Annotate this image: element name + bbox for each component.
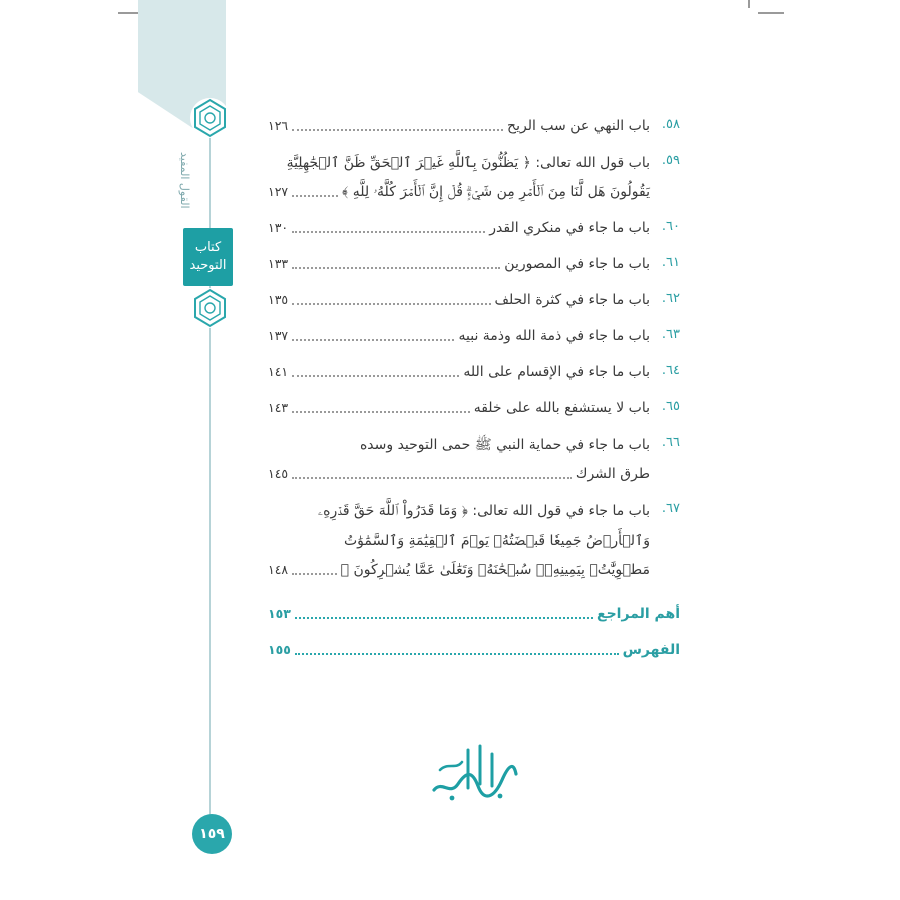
toc-page-number: ١٤١ — [268, 364, 289, 379]
toc-page-number: ١٣٧ — [268, 328, 289, 343]
book-title-box — [183, 228, 233, 286]
toc-entry-number: ٦٠. — [661, 219, 680, 234]
toc-entry-title: باب ما جاء في الإقسام على الله — [463, 364, 650, 380]
toc-section-title: الفهرس — [622, 642, 680, 658]
dot-leader — [292, 339, 454, 341]
toc-entry-title: باب النهي عن سب الريح — [507, 118, 650, 134]
dot-leader — [292, 129, 503, 131]
toc-page-number: ١٢٦ — [268, 118, 289, 133]
toc-entry — [268, 322, 680, 348]
toc-entry — [268, 214, 680, 240]
toc-entry — [268, 148, 680, 204]
toc-entry — [268, 430, 680, 486]
book-title-line1: كتاب — [194, 240, 222, 255]
page-number: ١٥٩ — [192, 814, 232, 854]
toc-entry-title-line: باب ما جاء في قول الله تعالى: ﴿ وَمَا قَدَرُواْ ٱللَّهَ حَقَّ قَدۡرِهِۦ — [317, 503, 650, 519]
toc-page-number: ١٤٥ — [268, 466, 289, 481]
toc-entry — [268, 112, 680, 138]
toc-entry-title: باب ما جاء في كثرة الحلف — [494, 292, 650, 308]
toc-entry — [268, 394, 680, 420]
dot-leader — [292, 411, 470, 413]
dot-leader — [292, 375, 459, 377]
toc-section — [268, 592, 680, 626]
crop-mark — [748, 0, 750, 8]
toc-entry-title-line: باب ما جاء في حماية النبي ﷺ حمى التوحيد وسده — [359, 437, 650, 453]
toc-page-number: ١٥٥ — [268, 642, 291, 657]
toc-entry-number: ٦٦. — [661, 435, 680, 450]
toc-section — [268, 628, 680, 662]
toc-entry-title: يَقُولُونَ هَل لَّنَا مِنَ ٱلۡأَمۡرِ مِن شَيۡءٍۗ قُلۡ إِنَّ ٱلۡأَمۡرَ كُلَّهُۥ لِلَّهِ ﴾ — [342, 184, 650, 200]
toc-entry-number: ٦٣. — [661, 327, 680, 342]
toc-entry — [268, 250, 680, 276]
toc-entry-number: ٦٧. — [661, 501, 680, 516]
book-title-line2: التوحيد — [189, 258, 227, 273]
toc-entry — [268, 496, 680, 582]
toc-entry — [268, 286, 680, 312]
sidebar-rule — [209, 100, 211, 835]
toc-entry-number: ٥٩. — [661, 153, 680, 168]
dot-leader — [292, 231, 485, 233]
toc-entry-number: ٦١. — [661, 255, 680, 270]
toc-entry — [268, 358, 680, 384]
toc-entry-title-line: باب قول الله تعالى: ﴿ يَظُنُّونَ بِٱللَّهِ غَيۡرَ ٱلۡحَقِّ ظَنَّ ٱلۡجَٰهِلِيَّةِ — [286, 155, 650, 171]
toc-page-number: ١٢٧ — [268, 184, 289, 199]
toc-page-number: ١٣٠ — [268, 220, 289, 235]
toc-page-number: ١٣٣ — [268, 256, 289, 271]
toc-page-number: ١٥٣ — [268, 606, 291, 621]
toc-page-number: ١٤٣ — [268, 400, 289, 415]
toc-entry-number: ٥٨. — [661, 117, 680, 132]
dot-leader — [295, 653, 619, 655]
dot-leader — [292, 477, 572, 479]
toc-entry-number: ٦٢. — [661, 291, 680, 306]
toc-entry-number: ٦٤. — [661, 363, 680, 378]
toc-entry-title-line: وَٱلۡأَرۡضُ جَمِيعٗا قَبۡضَتُهُۥ يَوۡمَ ٱلۡقِيَٰمَةِ وَٱلسَّمَٰوَٰتُ — [343, 533, 650, 549]
toc-page-number: ١٣٥ — [268, 292, 289, 307]
rosette-icon — [190, 98, 230, 138]
toc-entry-title: باب لا يستشفع بالله على خلقه — [473, 400, 650, 416]
toc-page-number: ١٤٨ — [268, 562, 289, 577]
toc-entry-title: طرق الشرك — [575, 466, 650, 482]
dot-leader — [292, 303, 490, 305]
table-of-contents — [268, 112, 680, 662]
dot-leader — [292, 573, 336, 575]
alhamdulillah-calligraphy-icon — [428, 740, 520, 804]
crop-mark — [758, 12, 784, 14]
toc-entry-title: باب ما جاء في المصورين — [504, 256, 650, 272]
dot-leader — [292, 195, 338, 197]
toc-entry-title: باب ما جاء في منكري القدر — [489, 220, 650, 236]
dot-leader — [295, 617, 593, 619]
vertical-caption: القول المفيد — [178, 151, 191, 209]
toc-section-title: أهم المراجع — [597, 606, 680, 622]
toc-entry-number: ٦٥. — [661, 399, 680, 414]
toc-entry-title: باب ما جاء في ذمة الله وذمة نبيه — [458, 328, 650, 344]
toc-entry-title: مَطۡوِيَّٰتُۢ بِيَمِينِهِۦۚ سُبۡحَٰنَهُۥ وَتَعَٰلَىٰ عَمَّا يُشۡرِكُونَ ﴾ — [340, 562, 650, 578]
dot-leader — [292, 267, 500, 269]
rosette-icon — [190, 288, 230, 328]
